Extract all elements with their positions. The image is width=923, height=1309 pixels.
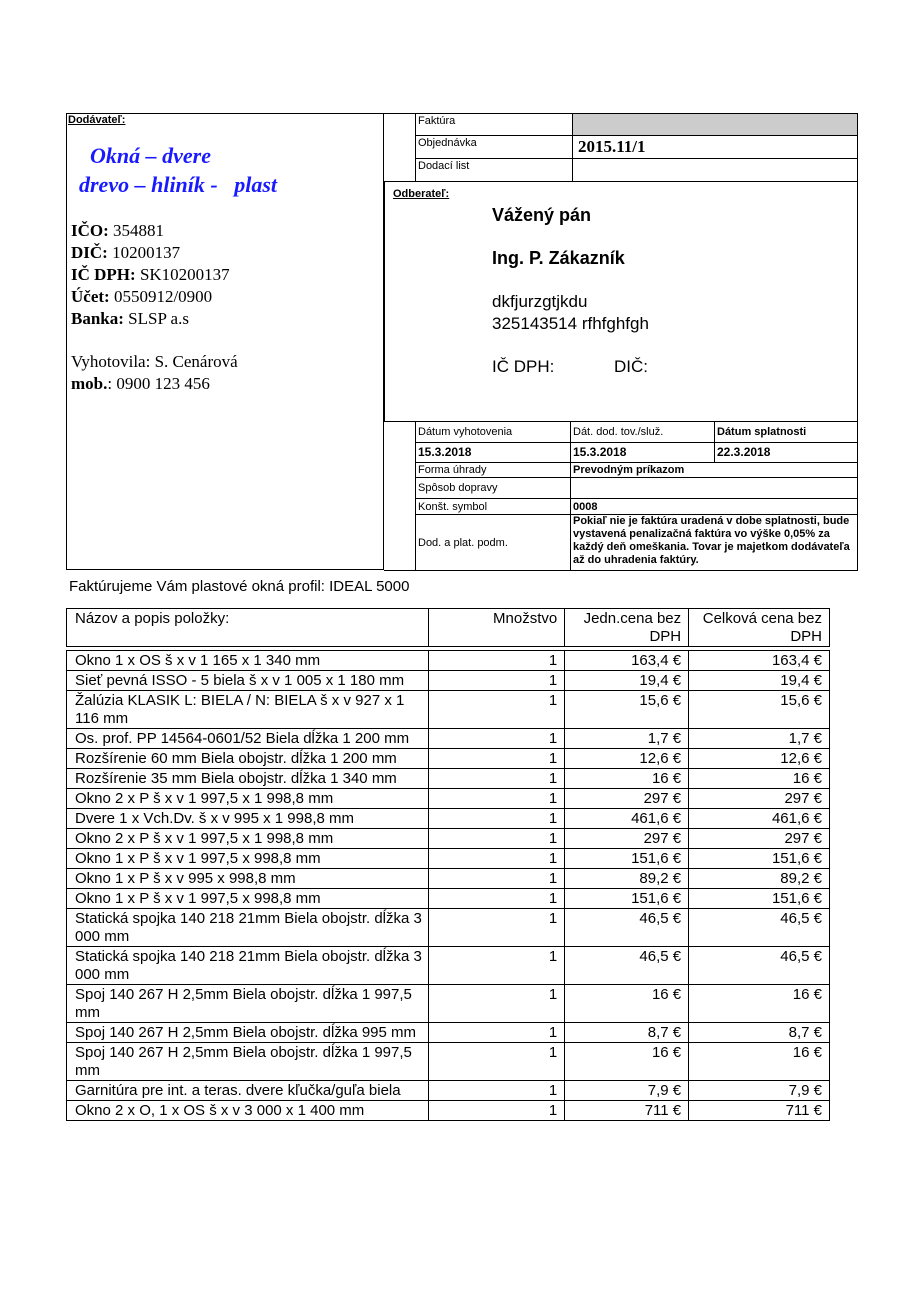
customer-label: Odberateľ: <box>393 188 450 200</box>
supplier-vyhotovila: Vyhotovila: S. Cenárová <box>71 352 238 371</box>
customer-salutation: Vážený pán <box>492 205 592 225</box>
col-header-name: Názov a popis položky: <box>67 609 429 647</box>
table-row <box>67 1023 830 1043</box>
supplier-label: Dodávateľ: <box>68 114 126 126</box>
item-total-price: 15,6 € <box>689 691 830 729</box>
item-unit-price: 297 € <box>565 829 689 849</box>
table-row <box>67 671 830 691</box>
item-total-price: 8,7 € <box>689 1023 830 1043</box>
item-unit-price: 151,6 € <box>565 849 689 869</box>
item-unit-price: 16 € <box>565 1043 689 1081</box>
icdph-label: IČ DPH: <box>71 265 136 284</box>
table-row <box>67 889 830 909</box>
item-total-price: 89,2 € <box>689 869 830 889</box>
item-name: Okno 1 x P š x v 1 997,5 x 998,8 mm <box>67 849 429 869</box>
item-name: Statická spojka 140 218 21mm Biela obojstr. dĺžka 3 000 mm <box>67 947 429 985</box>
item-total-price: 16 € <box>689 985 830 1023</box>
customer-icdph-label: IČ DPH: <box>492 357 555 376</box>
ucet-label: Účet: <box>71 287 110 306</box>
item-name: Žalúzia KLASIK L: BIELA / N: BIELA š x v 927 x 1 116 mm <box>67 691 429 729</box>
table-row <box>67 869 830 889</box>
objednavka-value: 2015.11/1 <box>578 137 646 156</box>
item-unit-price: 19,4 € <box>565 671 689 691</box>
item-qty: 1 <box>429 749 565 769</box>
datum-vyhotovenia: 15.3.2018 <box>418 445 472 459</box>
item-name: Okno 2 x O, 1 x OS š x v 3 000 x 1 400 mm <box>67 1101 429 1121</box>
forma-uhrady-label: Forma úhrady <box>418 464 487 476</box>
item-qty: 1 <box>429 889 565 909</box>
item-qty: 1 <box>429 809 565 829</box>
ico-value: 354881 <box>113 221 165 240</box>
items-table <box>66 608 830 1121</box>
table-row <box>67 651 830 671</box>
intro-text: Faktúrujeme Vám plastové okná profil: IDEAL 5000 <box>69 578 410 595</box>
table-row <box>67 849 830 869</box>
item-total-price: 16 € <box>689 1043 830 1081</box>
table-row <box>67 1101 830 1121</box>
item-qty: 1 <box>429 691 565 729</box>
item-name: Okno 1 x P š x v 1 997,5 x 998,8 mm <box>67 889 429 909</box>
item-qty: 1 <box>429 849 565 869</box>
dodaci-list-label: Dodací list <box>418 160 470 172</box>
item-qty: 1 <box>429 1043 565 1081</box>
table-row <box>67 1043 830 1081</box>
col-header-unit-price: Jedn.cena bez DPH <box>565 609 689 647</box>
faktura-value-cell <box>572 113 857 135</box>
banka-label: Banka: <box>71 309 124 328</box>
item-name: Spoj 140 267 H 2,5mm Biela obojstr. dĺžka 1 997,5 mm <box>67 1043 429 1081</box>
item-qty: 1 <box>429 829 565 849</box>
col-header-total-price: Celková cena bez DPH <box>689 609 830 647</box>
item-unit-price: 15,6 € <box>565 691 689 729</box>
item-name: Sieť pevná ISSO - 5 biela š x v 1 005 x 1 180 mm <box>67 671 429 691</box>
customer-dic-label: DIČ: <box>614 357 648 376</box>
item-total-price: 46,5 € <box>689 909 830 947</box>
item-unit-price: 1,7 € <box>565 729 689 749</box>
table-row <box>67 1081 830 1101</box>
item-total-price: 16 € <box>689 769 830 789</box>
datum-dodania-label: Dát. dod. tov./služ. <box>573 426 664 438</box>
item-unit-price: 12,6 € <box>565 749 689 769</box>
icdph-value: SK10200137 <box>139 265 230 284</box>
item-qty: 1 <box>429 1101 565 1121</box>
item-total-price: 297 € <box>689 789 830 809</box>
item-qty: 1 <box>429 729 565 749</box>
item-name: Os. prof. PP 14564-0601/52 Biela dĺžka 1 200 mm <box>67 729 429 749</box>
item-name: Okno 1 x P š x v 995 x 998,8 mm <box>67 869 429 889</box>
sposob-dopravy-label: Spôsob dopravy <box>418 482 498 494</box>
table-row <box>67 909 830 947</box>
ucet-value: 0550912/0900 <box>113 287 213 306</box>
item-total-price: 1,7 € <box>689 729 830 749</box>
customer-box <box>384 181 858 422</box>
item-unit-price: 711 € <box>565 1101 689 1121</box>
item-name: Okno 2 x P š x v 1 997,5 x 1 998,8 mm <box>67 829 429 849</box>
item-total-price: 7,9 € <box>689 1081 830 1101</box>
konst-symbol-label: Konšt. symbol <box>418 501 488 513</box>
podmienky-label: Dod. a plat. podm. <box>418 537 508 549</box>
supplier-slogan-1: Okná – dvere <box>90 143 211 168</box>
podmienky-text: Pokiaľ nie je faktúra uradená v dobe splatnosti, bude vystavená penalizačná faktúra vo výške 0,05% za každý deň omeškania. Tovar je majetkom dodávateľa až do uhradenia faktúry. <box>573 515 850 566</box>
konst-symbol-value: 0008 <box>573 501 598 513</box>
supplier-icdph <box>71 264 230 286</box>
table-row <box>67 985 830 1023</box>
item-total-price: 12,6 € <box>689 749 830 769</box>
item-unit-price: 8,7 € <box>565 1023 689 1043</box>
item-unit-price: 151,6 € <box>565 889 689 909</box>
item-unit-price: 16 € <box>565 985 689 1023</box>
item-name: Okno 1 x OS š x v 1 165 x 1 340 mm <box>67 651 429 671</box>
dic-value: 10200137 <box>112 243 181 262</box>
ico-label: IČO: <box>71 221 109 240</box>
item-qty: 1 <box>429 651 565 671</box>
table-row <box>67 729 830 749</box>
item-total-price: 19,4 € <box>689 671 830 691</box>
item-unit-price: 297 € <box>565 789 689 809</box>
datum-splatnosti-label: Dátum splatnosti <box>717 426 807 438</box>
supplier-mob <box>71 373 210 395</box>
customer-address-2: 325143514 rfhfghfgh <box>492 314 649 333</box>
table-row <box>67 691 830 729</box>
table-row <box>67 769 830 789</box>
item-unit-price: 461,6 € <box>565 809 689 829</box>
supplier-banka <box>71 308 189 330</box>
datum-vyhotovenia-label: Dátum vyhotovenia <box>418 426 513 438</box>
item-name: Statická spojka 140 218 21mm Biela obojstr. dĺžka 3 000 mm <box>67 909 429 947</box>
item-qty: 1 <box>429 947 565 985</box>
item-name: Garnitúra pre int. a teras. dvere kľučka/guľa biela <box>67 1081 429 1101</box>
datum-splatnosti: 22.3.2018 <box>717 445 771 459</box>
col-header-qty: Množstvo <box>429 609 565 647</box>
table-row <box>67 809 830 829</box>
banka-value: SLSP a.s <box>128 309 189 328</box>
item-qty: 1 <box>429 789 565 809</box>
item-unit-price: 7,9 € <box>565 1081 689 1101</box>
item-unit-price: 163,4 € <box>565 651 689 671</box>
item-name: Rozšírenie 35 mm Biela obojstr. dĺžka 1 340 mm <box>67 769 429 789</box>
item-total-price: 151,6 € <box>689 889 830 909</box>
supplier-dic <box>71 242 180 264</box>
table-row <box>67 749 830 769</box>
item-total-price: 151,6 € <box>689 849 830 869</box>
customer-name: Ing. P. Zákazník <box>492 248 625 268</box>
item-unit-price: 16 € <box>565 769 689 789</box>
supplier-slogan-2: drevo – hliník - plast <box>79 172 278 197</box>
item-unit-price: 89,2 € <box>565 869 689 889</box>
item-name: Spoj 140 267 H 2,5mm Biela obojstr. dĺžka 995 mm <box>67 1023 429 1043</box>
item-name: Okno 2 x P š x v 1 997,5 x 1 998,8 mm <box>67 789 429 809</box>
mob-label: mob. <box>71 374 108 393</box>
item-name: Rozšírenie 60 mm Biela obojstr. dĺžka 1 200 mm <box>67 749 429 769</box>
item-qty: 1 <box>429 909 565 947</box>
supplier-ucet <box>71 286 212 308</box>
item-qty: 1 <box>429 1023 565 1043</box>
item-qty: 1 <box>429 985 565 1023</box>
faktura-label: Faktúra <box>418 115 456 127</box>
objednavka-label: Objednávka <box>418 137 477 149</box>
item-qty: 1 <box>429 1081 565 1101</box>
dic-label: DIČ: <box>71 243 108 262</box>
datum-dodania: 15.3.2018 <box>573 445 627 459</box>
supplier-ico <box>71 220 164 242</box>
item-total-price: 461,6 € <box>689 809 830 829</box>
item-qty: 1 <box>429 769 565 789</box>
item-unit-price: 46,5 € <box>565 909 689 947</box>
item-qty: 1 <box>429 869 565 889</box>
item-name: Dvere 1 x Vch.Dv. š x v 995 x 1 998,8 mm <box>67 809 429 829</box>
item-name: Spoj 140 267 H 2,5mm Biela obojstr. dĺžka 1 997,5 mm <box>67 985 429 1023</box>
table-row <box>67 829 830 849</box>
item-total-price: 163,4 € <box>689 651 830 671</box>
mob-value: : 0900 123 456 <box>107 374 210 393</box>
table-row <box>67 947 830 985</box>
item-total-price: 46,5 € <box>689 947 830 985</box>
forma-uhrady-value: Prevodným príkazom <box>573 464 685 476</box>
item-unit-price: 46,5 € <box>565 947 689 985</box>
customer-address-1: dkfjurzgtjkdu <box>492 292 588 311</box>
items-header-row <box>67 609 830 647</box>
item-qty: 1 <box>429 671 565 691</box>
item-total-price: 711 € <box>689 1101 830 1121</box>
table-row <box>67 789 830 809</box>
items-body <box>67 651 830 1121</box>
item-total-price: 297 € <box>689 829 830 849</box>
